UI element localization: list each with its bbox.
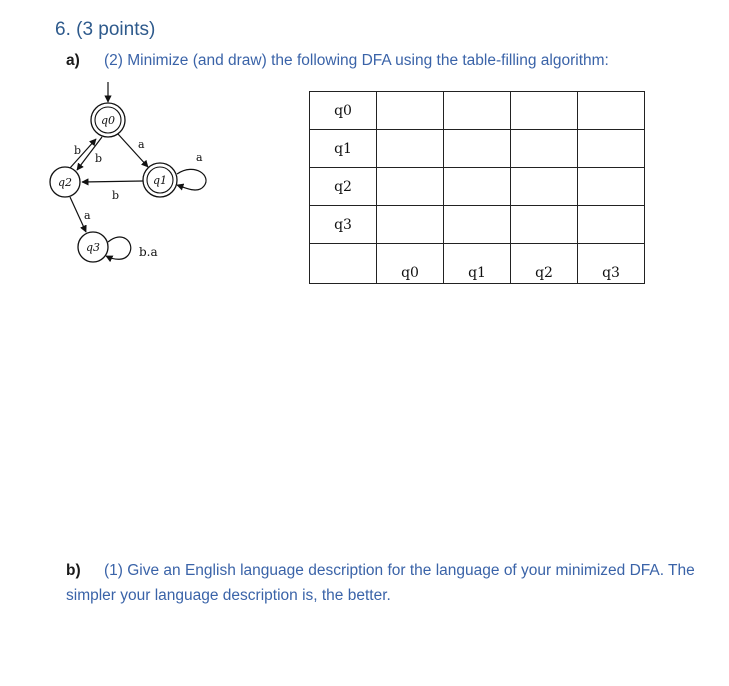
edge-q1-q2-label: b bbox=[112, 189, 120, 202]
table-cell[interactable] bbox=[444, 92, 511, 130]
part-b-prompt bbox=[66, 558, 706, 608]
table-header-row bbox=[310, 244, 645, 284]
edge-q3-loop-label: b.a bbox=[139, 245, 158, 259]
dfa-diagram bbox=[40, 76, 230, 276]
table-cell[interactable] bbox=[377, 206, 444, 244]
table-row bbox=[310, 168, 645, 206]
edge-q1-q2 bbox=[82, 181, 143, 182]
table-corner-cell bbox=[310, 244, 377, 284]
table-cell[interactable] bbox=[578, 130, 645, 168]
table-cell[interactable] bbox=[578, 92, 645, 130]
table-cell[interactable] bbox=[511, 130, 578, 168]
state-q0-label: q0 bbox=[100, 114, 116, 127]
state-q0 bbox=[91, 103, 125, 137]
row-header-q3: q3 bbox=[310, 206, 377, 244]
question-title: 6. (3 points) bbox=[55, 19, 156, 40]
col-header-q1: q1 bbox=[444, 244, 511, 284]
table-cell[interactable] bbox=[578, 168, 645, 206]
part-a-text: (2) Minimize (and draw) the following DFA using the table-filling algorithm: bbox=[104, 52, 609, 69]
table-cell[interactable] bbox=[444, 130, 511, 168]
table-cell[interactable] bbox=[377, 168, 444, 206]
row-header-q2: q2 bbox=[310, 168, 377, 206]
part-b-text: (1) Give an English language description for the language of your minimized DFA. The simpler your language description is, the better. bbox=[66, 562, 695, 604]
col-header-q0: q0 bbox=[377, 244, 444, 284]
table-row bbox=[310, 92, 645, 130]
edge-q0-q1-label: a bbox=[138, 138, 145, 151]
state-q2-label: q2 bbox=[57, 176, 73, 189]
table-cell[interactable] bbox=[578, 206, 645, 244]
part-b-label: b) bbox=[66, 562, 81, 579]
row-header-q0: q0 bbox=[310, 92, 377, 130]
edge-q2-q3-label: a bbox=[84, 209, 91, 222]
table-cell[interactable] bbox=[511, 206, 578, 244]
table-cell[interactable] bbox=[377, 92, 444, 130]
edge-q2-q0-label: b bbox=[74, 144, 82, 157]
row-header-q1: q1 bbox=[310, 130, 377, 168]
edge-q1-loop-label: a bbox=[196, 151, 203, 164]
table-filling-grid bbox=[309, 91, 645, 284]
table-cell[interactable] bbox=[511, 92, 578, 130]
state-q2 bbox=[50, 167, 80, 197]
state-q1-label: q1 bbox=[152, 174, 168, 187]
table-row bbox=[310, 130, 645, 168]
state-q1 bbox=[143, 163, 177, 197]
table-cell[interactable] bbox=[444, 206, 511, 244]
part-a-label: a) bbox=[66, 52, 80, 69]
state-q3-label: q3 bbox=[85, 241, 101, 254]
table-row bbox=[310, 206, 645, 244]
part-a-prompt bbox=[66, 52, 609, 70]
edge-q3-loop bbox=[106, 237, 131, 259]
table-cell[interactable] bbox=[444, 168, 511, 206]
table-cell[interactable] bbox=[377, 130, 444, 168]
edge-q0-q2-label: b bbox=[95, 152, 103, 165]
edge-q1-loop bbox=[177, 169, 206, 190]
col-header-q3: q3 bbox=[578, 244, 645, 284]
table-cell[interactable] bbox=[511, 168, 578, 206]
col-header-q2: q2 bbox=[511, 244, 578, 284]
state-q3 bbox=[78, 232, 108, 262]
